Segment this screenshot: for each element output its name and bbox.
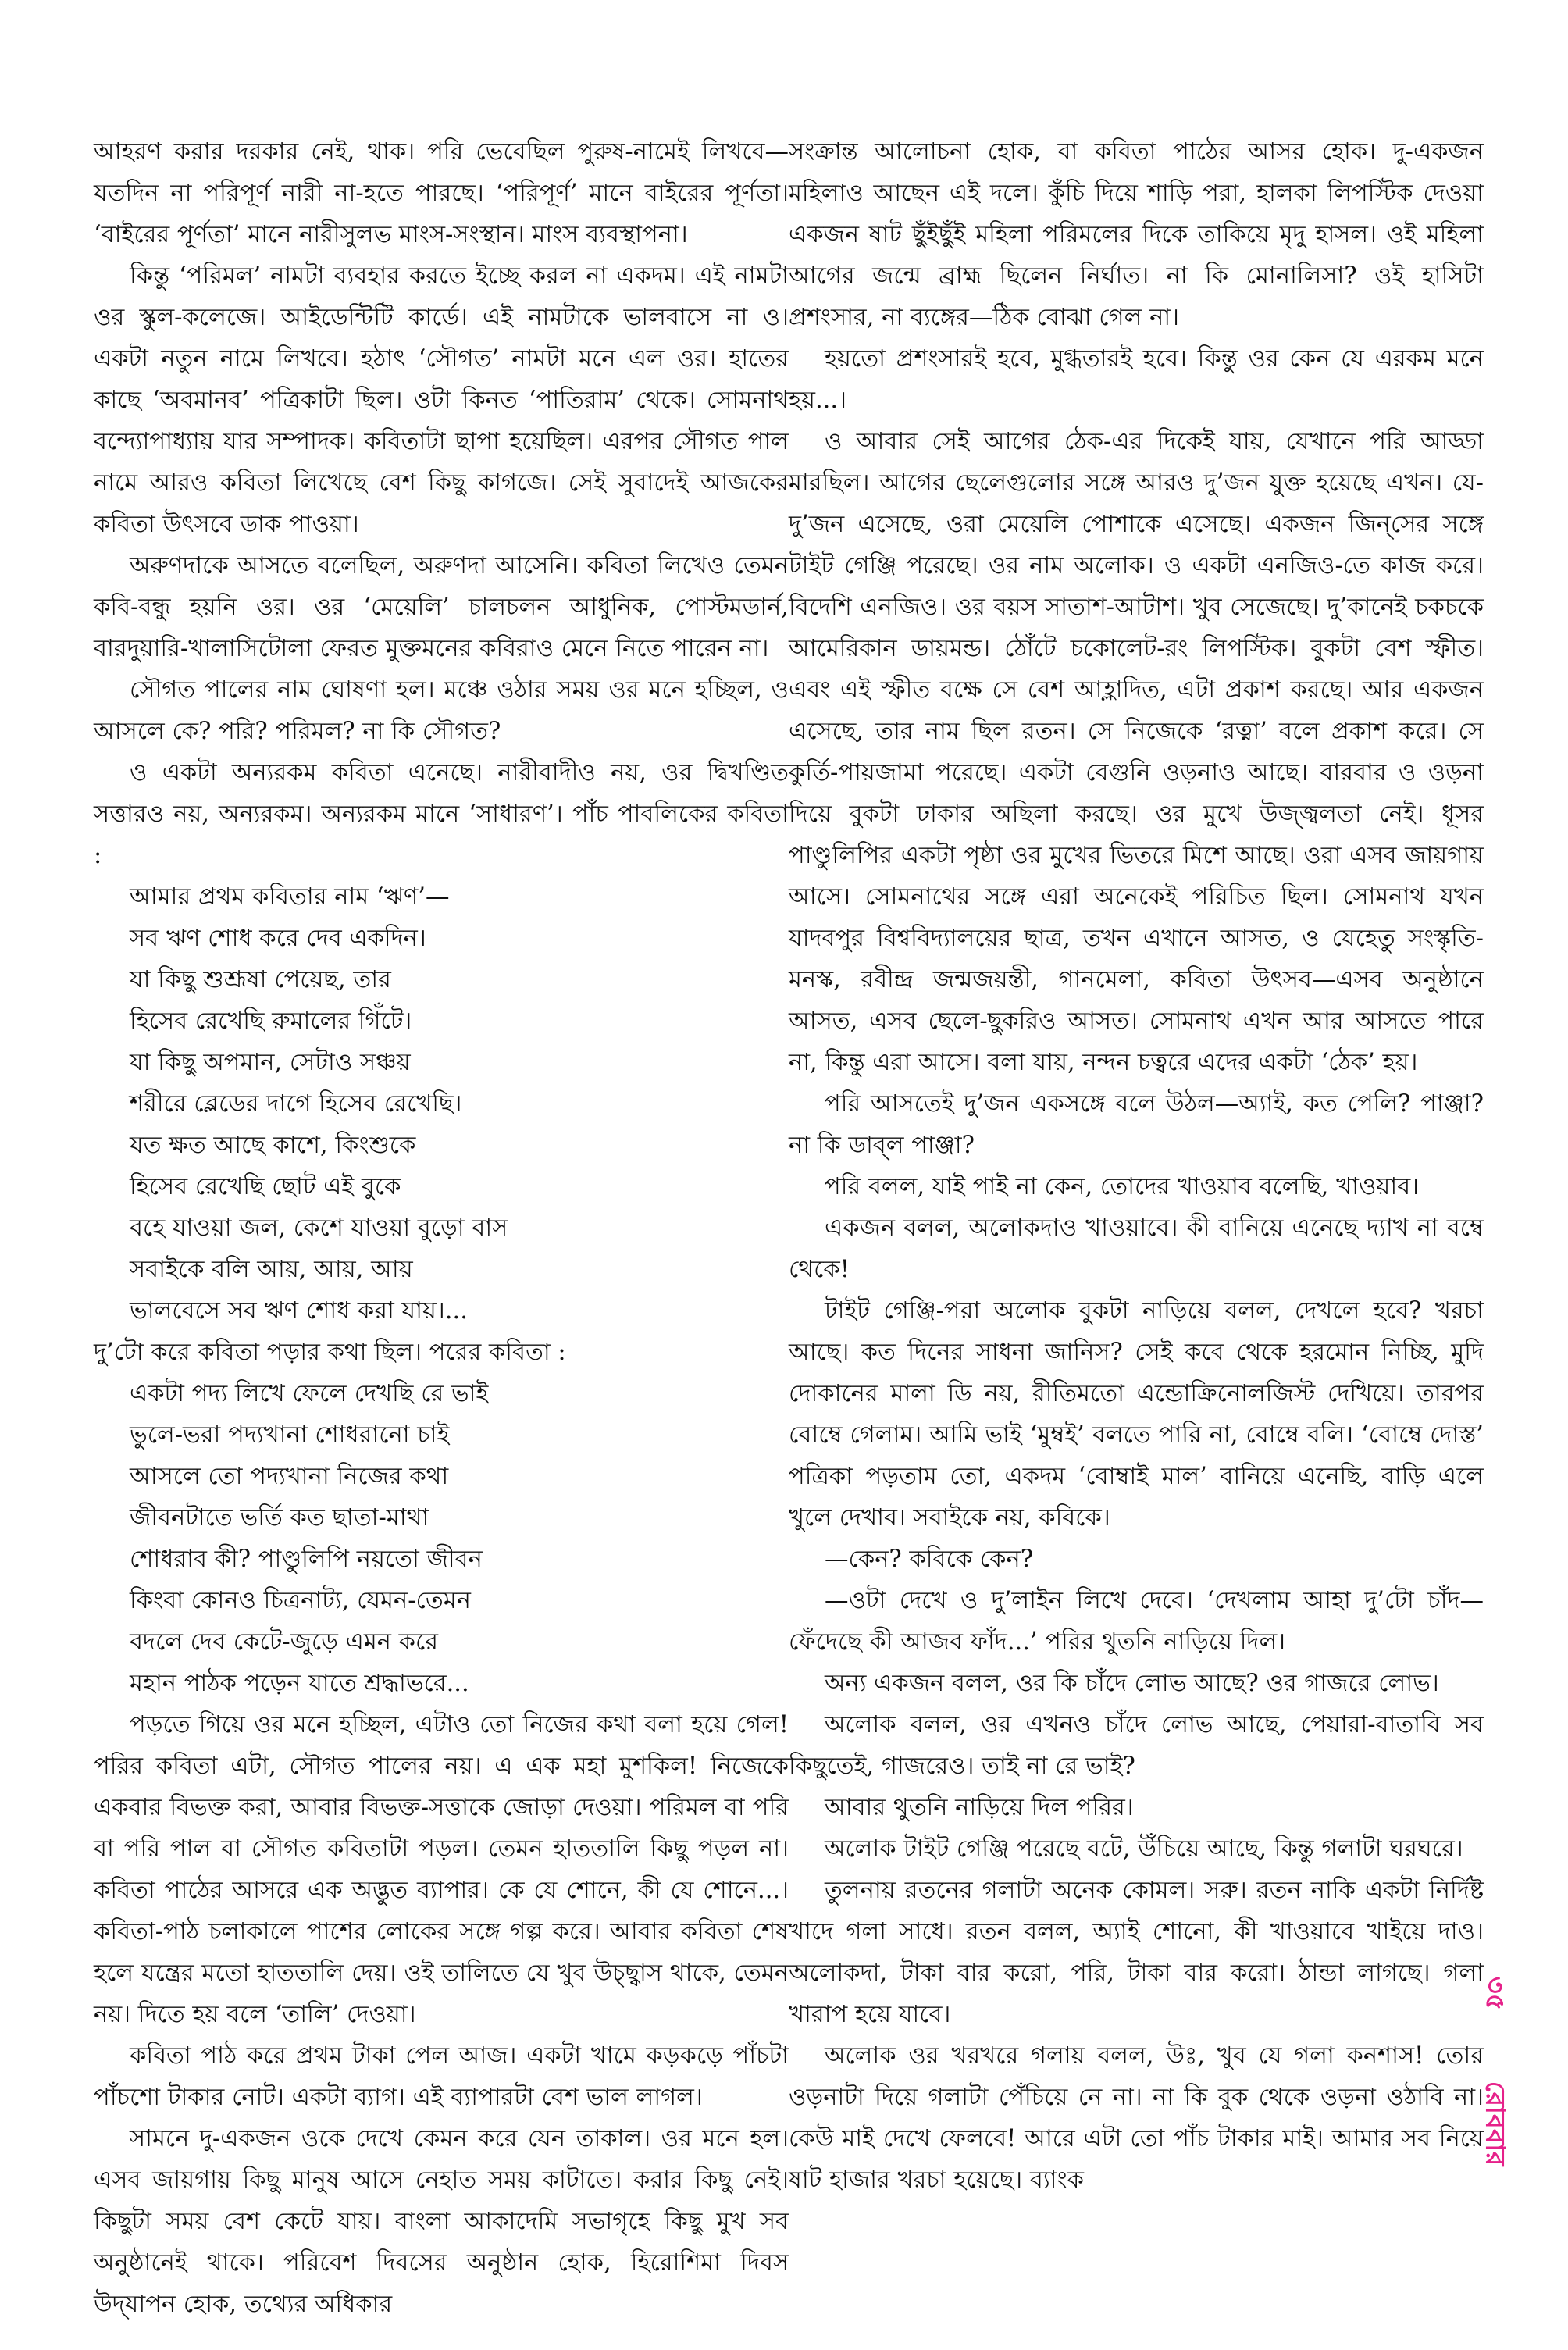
paragraph: তুলনায় রতনের গলাটা অনেক কোমল। সরু। রতন নাকি একটা নির্দিষ্ট খাদে গলা সাধে। রতন বলল, অ্যাই শোনো, কী খাওয়াবে খাইয়ে দাও। অলোকদা, টাকা বার করো, পরি, টাকা বার করো। ঠান্ডা লাগছে। গলা খারাপ হয়ে যাবে। [789, 1877, 1484, 2028]
paragraph: অরুণদাকে আসতে বলেছিল, অরুণদা আসেনি। কবিতা লিখেও তেমন কবি-বন্ধু হয়নি ওর। ওর ‘মেয়েলি’ চালচলন আধুনিক, পোস্টমডার্ন, বারদুয়ারি-খালাসিটোলা ফেরত মুক্তমনের কবিরাও মেনে নিতে পারেন না। [94, 552, 789, 662]
paragraph: সামনে দু-একজন ওকে দেখে কেমন করে যেন তাকাল। ওর মনে হল। এসব জায়গায় কিছু মানুষ আসে নেহাত সময় কাটাতে। করার কিছু নেই। কিছুটা সময় বেশ কেটে যায়। বাংলা আকাদেমি সভাগৃহে কিছু মুখ সব অনুষ্ঠানেই থাকে। পরিবেশ দিবসের অনুষ্ঠান হোক, হিরোশিমা দিবস উদ্‌যাপন হোক, তথ্যের অধিকার [94, 2125, 789, 2318]
poem-line: যা কিছু অপমান, সেটাও সঞ্চয় [130, 1049, 411, 1076]
poem-line: বদলে দেব কেটে-জুড়ে এমন করে [130, 1628, 439, 1656]
magazine-name: রোববার [1479, 2081, 1511, 2166]
poem-line: হিসেব রেখেছি ছোট এই বুকে [130, 1173, 401, 1200]
poem-line: আমার প্রথম কবিতার নাম ‘ঋণ’— [130, 883, 450, 911]
poem-line: শোধরাব কী? পাণ্ডুলিপি নয়তো জীবন [130, 1546, 483, 1573]
paragraph: অলোক বলল, ওর এখনও চাঁদে লোভ আছে, পেয়ারা-বাতাবি সব কিছুতেই, গাজরেও। তাই না রে ভাই? [789, 1711, 1484, 1780]
paragraph: —কেন? কবিকে কেন? [825, 1546, 1034, 1573]
paragraph: সৌগত পালের নাম ঘোষণা হল। মঞ্চে ওঠার সময় ওর মনে হচ্ছিল, ও আসলে কে? পরি? পরিমল? না কি সৌগত? [94, 676, 789, 745]
paragraph: অলোক ওর খরখরে গলায় বলল, উঃ, খুব যে গলা কনশাস! তোর ওড়নাটা দিয়ে গলাটা পেঁচিয়ে নে না। না কি বুক থেকে ওড়না ওঠাবি না। কেউ মাই দেখে ফেলবে! আরে এটা তো পাঁচ টাকার মাই। আমার সব নিয়ে ষাট হাজার খরচা হয়েছে। ব্যাংক [789, 2042, 1484, 2194]
poem-line: ভুলে-ভরা পদ্যখানা শোধরানো চাই [130, 1421, 450, 1449]
poem-line: সব ঋণ শোধ করে দেব একদিন। [130, 925, 426, 952]
poem-line: কিংবা কোনও চিত্রনাট্য, যেমন-তেমন [130, 1587, 471, 1614]
paragraph: কবিতা পাঠ করে প্রথম টাকা পেল আজ। একটা খামে কড়কড়ে পাঁচটা পাঁচশো টাকার নোট। একটা ব্যাগ। এই ব্যাপারটা বেশ ভাল লাগল। [94, 2042, 789, 2111]
poem-line: জীবনটাতে ভর্তি কত ছাতা-মাথা [130, 1504, 429, 1532]
poem-line: ভালবেসে সব ঋণ শোধ করা যায়।... [130, 1297, 468, 1325]
paragraph: পড়তে গিয়ে ওর মনে হচ্ছিল, এটাও তো নিজের কথা বলা হয়ে গেল! পরির কবিতা এটা, সৌগত পালের নয়। এ এক মহা মুশকিল! নিজেকে একবার বিভক্ত করা, আবার বিভক্ত-সত্তাকে জোড়া দেওয়া। পরিমল বা পরি বা পরি পাল বা সৌগত কবিতাটা পড়ল। তেমন হাততালি কিছু পড়ল না। কবিতা পাঠের আসরে এক অদ্ভুত ব্যাপার। কে যে শোনে, কী যে শোনে...। কবিতা-পাঠ চলাকালে পাশের লোকের সঙ্গে গল্প করে। আবার কবিতা শেষ হলে যন্ত্রের মতো হাততালি দেয়। ওই তালিতে যে খুব উচ্ছ্বাস থাকে, তেমন নয়। দিতে হয় বলে ‘তালি’ দেওয়া। [94, 1711, 789, 2028]
paragraph: কিন্তু ‘পরিমল’ নামটা ব্যবহার করতে ইচ্ছে করল না একদম। এই নামটা ওর স্কুল-কলেজে। আইডেন্টিটি কার্ডে। এই নামটাকে ভালবাসে না ও। একটা নতুন নামে লিখবে। হঠাৎ ‘সৌগত’ নামটা মনে এল ওর। হাতের কাছে ‘অবমানব’ পত্রিকাটা ছিল। ওটা কিনত ‘পাতিরাম’ থেকে। সোমনাথ বন্দ্যোপাধ্যায় যার সম্পাদক। কবিতাটা ছাপা হয়েছিল। এরপর সৌগত পাল নামে আরও কবিতা লিখেছে বেশ কিছু কাগজে। সেই সুবাদেই আজকের কবিতা উৎসবে ডাক পাওয়া। [94, 262, 789, 538]
page-folio [1474, 1931, 1512, 2212]
poem-line: হিসেব রেখেছি রুমালের গিঁটে। [130, 1007, 412, 1035]
paragraph: —ওটা দেখে ও দু’লাইন লিখে দেবে। ‘দেখলাম আহা দু’টো চাঁদ—ফেঁদেছে কী আজব ফাঁদ...’ পরির থুতনি নাড়িয়ে দিল। [789, 1587, 1484, 1656]
paragraph: হয়তো প্রশংসারই হবে, মুগ্ধতারই হবে। কিন্তু ওর কেন যে এরকম মনে হয়...। [789, 345, 1484, 414]
page-number: ৩৫ [1479, 1976, 1511, 2011]
poem-block [94, 1373, 789, 1704]
paragraph: পরি আসতেই দু’জন একসঙ্গে বলে উঠল—অ্যাই, কত পেলি? পাঞ্জা? না কি ডাব্‌ল পাঞ্জা? [789, 1090, 1484, 1159]
poem-line: বহে যাওয়া জল, কেশে যাওয়া বুড়ো বাস [130, 1214, 508, 1242]
paragraph: অন্য একজন বলল, ওর কি চাঁদে লোভ আছে? ওর গাজরে লোভ। [825, 1670, 1439, 1697]
paragraph: দু’টো করে কবিতা পড়ার কথা ছিল। পরের কবিতা : [94, 1339, 566, 1366]
paragraph: আবার থুতনি নাড়িয়ে দিল পরির। [825, 1794, 1134, 1821]
poem-line: যত ক্ষত আছে কাশে, কিংশুকে [130, 1132, 416, 1159]
poem-block [94, 876, 789, 1332]
paragraph: একজন বলল, অলোকদাও খাওয়াবে। কী বানিয়ে এনেছে দ্যাখ না বম্বে থেকে! [789, 1214, 1484, 1283]
paragraph: সংক্রান্ত আলোচনা হোক, বা কবিতা পাঠের আসর হোক। দু-একজন মহিলাও আছেন এই দলে। কুঁচি দিয়ে শাড়ি পরা, হালকা লিপস্টিক দেওয়া একজন ষাট ছুঁইছুঁই মহিলা পরিমলের দিকে তাকিয়ে মৃদু হাসল। ওই মহিলা আগের জন্মে ব্রাহ্ম ছিলেন নির্ঘাত। না কি মোনালিসা? ওই হাসিটা প্রশংসার, না ব্যঙ্গের—ঠিক বোঝা গেল না। [789, 138, 1484, 331]
poem-line: যা কিছু শুশ্রূষা পেয়েছ, তার [130, 966, 391, 993]
poem-line: আসলে তো পদ্যখানা নিজের কথা [130, 1463, 449, 1490]
poem-line: সবাইকে বলি আয়, আয়, আয় [130, 1256, 413, 1283]
poem-line: শরীরে ব্লেডের দাগে হিসেব রেখেছি। [130, 1090, 462, 1118]
paragraph: আহরণ করার দরকার নেই, থাক। পরি ভেবেছিল পুরুষ-নামেই লিখবে—যতদিন না পরিপূর্ণ নারী না-হতে পারছে। ‘পরিপূর্ণ’ মানে বাইরের পূর্ণতা। ‘বাইরের পূর্ণতা’ মানে নারীসুলভ মাংস-সংস্থান। মাংস ব্যবস্থাপনা। [94, 138, 789, 248]
paragraph: ও একটা অন্যরকম কবিতা এনেছে। নারীবাদীও নয়, ওর দ্বিখণ্ডিত সত্তারও নয়, অন্যরকম। অন্যরকম মানে ‘সাধারণ’। পাঁচ পাবলিকের কবিতা : [94, 759, 789, 869]
right-column [789, 131, 1484, 2194]
poem-line: একটা পদ্য লিখে ফেলে দেখছি রে ভাই [130, 1380, 489, 1407]
poem-line: মহান পাঠক পড়েন যাতে শ্রদ্ধাভরে... [130, 1670, 469, 1697]
paragraph: অলোক টাইট গেঞ্জি পরেছে বটে, উঁচিয়ে আছে, কিন্তু গলাটা ঘরঘরে। [825, 1835, 1463, 1863]
paragraph: পরি বলল, যাই পাই না কেন, তোদের খাওয়াব বলেছি, খাওয়াব। [825, 1173, 1420, 1200]
paragraph: ও আবার সেই আগের ঠেক-এর দিকেই যায়, যেখানে পরি আড্ডা মারছিল। আগের ছেলেগুলোর সঙ্গে আরও দু’জন যুক্ত হয়েছে এখন। যে-দু’জন এসেছে, ওরা মেয়েলি পোশাকে এসেছে। একজন জিন্‌সের সঙ্গে টাইট গেঞ্জি পরেছে। ওর নাম অলোক। ও একটা এনজিও-তে কাজ করে। বিদেশি এনজিও। ওর বয়স সাতাশ-আটাশ। খুব সেজেছে। দু’কানেই চকচকে আমেরিকান ডায়মন্ড। ঠোঁটে চকোলেট-রং লিপস্টিক। বুকটা বেশ স্ফীত। এবং এই স্ফীত বক্ষে সে বেশ আহ্লাদিত, এটা প্রকাশ করছে। আর একজন এসেছে, তার নাম ছিল রতন। সে নিজেকে ‘রত্না’ বলে প্রকাশ করে। সে কুর্তি-পায়জামা পরেছে। একটা বেগুনি ওড়নাও আছে। বারবার ও ওড়না দিয়ে বুকটা ঢাকার অছিলা করছে। ওর মুখে উজ্জ্বলতা নেই। ধূসর পাণ্ডুলিপির একটা পৃষ্ঠা ওর মুখের ভিতরে মিশে আছে। ওরা এসব জায়গায় আসে। সোমনাথের সঙ্গে এরা অনেকেই পরিচিত ছিল। সোমনাথ যখন যাদবপুর বিশ্ববিদ্যালয়ের ছাত্র, তখন এখানে আসত, ও যেহেতু সংস্কৃতি-মনস্ক, রবীন্দ্র জন্মজয়ন্তী, গানমেলা, কবিতা উৎসব—এসব অনুষ্ঠানে আসত, এসব ছেলে-ছুকরিও আসত। সোমনাথ এখন আর আসতে পারে না, কিন্তু এরা আসে। বলা যায়, নন্দন চত্বরে এদের একটা ‘ঠেক’ হয়। [789, 428, 1484, 1076]
paragraph: টাইট গেঞ্জি-পরা অলোক বুকটা নাড়িয়ে বলল, দেখলে হবে? খরচা আছে। কত দিনের সাধনা জানিস? সেই কবে থেকে হরমোন নিচ্ছি, মুদি দোকানের মালা ডি নয়, রীতিমতো এন্ডোক্রিনোলজিস্ট দেখিয়ে। তারপর বোম্বে গেলাম। আমি ভাই ‘মুম্বই’ বলতে পারি না, বোম্বে বলি। ‘বোম্বে দোস্ত’ পত্রিকা পড়তাম তো, একদম ‘বোম্বাই মাল’ বানিয়ে এনেছি, বাড়ি এলে খুলে দেখাব। সবাইকে নয়, কবিকে। [789, 1297, 1484, 1532]
left-column [94, 131, 789, 2318]
